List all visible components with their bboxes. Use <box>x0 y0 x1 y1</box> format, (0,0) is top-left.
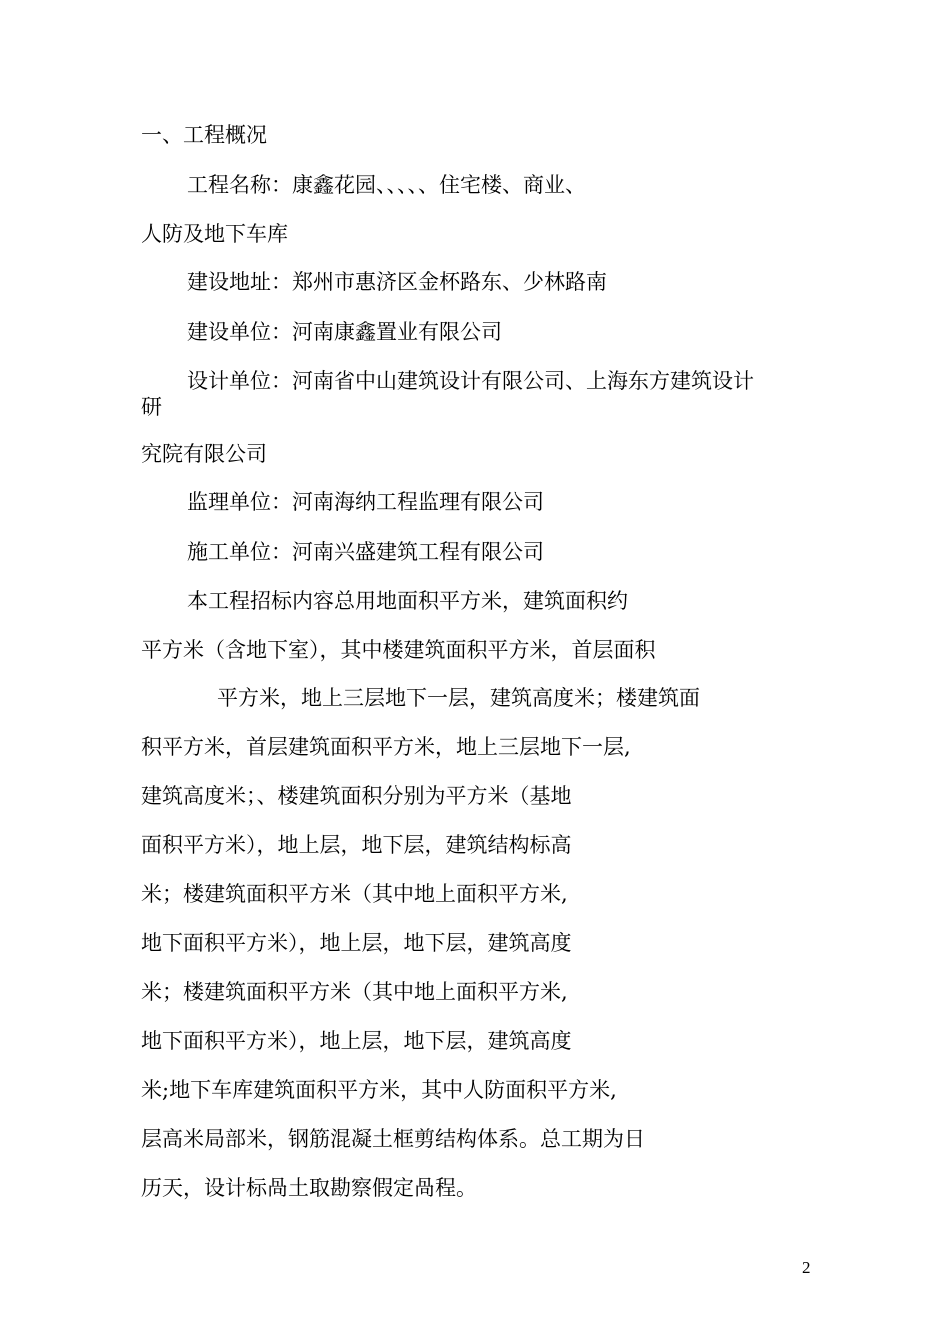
body-text-line: 层高米局部米，钢筋混凝土框剪结构体系。总工期为日 <box>141 1127 645 1151</box>
section-heading: 一、工程概况 <box>141 123 267 147</box>
body-text-line: 平方米，地上三层地下一层，建筑高度米；楼建筑面 <box>217 686 700 710</box>
contractor-unit: 施工单位：河南兴盛建筑工程有限公司 <box>187 540 544 564</box>
body-text-line: 米；楼建筑面积平方米（其中地上面积平方米, <box>141 882 568 906</box>
body-text-line: 米；楼建筑面积平方米（其中地上面积平方米, <box>141 980 568 1004</box>
construction-address: 建设地址：郑州市惠济区金杯路东、少林路南 <box>187 270 607 294</box>
body-text-line: 本工程招标内容总用地面积平方米，建筑面积约 <box>187 589 628 613</box>
body-text-line: 积平方米，首层建筑面积平方米，地上三层地下一层, <box>141 735 631 759</box>
body-text-line: 地下面积平方米），地上层，地下层，建筑高度 <box>141 1029 572 1053</box>
design-unit-wrap: 研 <box>141 395 162 419</box>
body-text-line: 地下面积平方米），地上层，地下层，建筑高度 <box>141 931 572 955</box>
body-text-line: 平方米（含地下室），其中楼建筑面积平方米，首层面积 <box>141 638 656 662</box>
body-text-line: 建筑高度米；、楼建筑面积分别为平方米（基地 <box>141 784 572 808</box>
supervision-unit: 监理单位：河南海纳工程监理有限公司 <box>187 490 544 514</box>
body-text-line: 米;地下车库建筑面积平方米，其中人防面积平方米, <box>141 1078 617 1102</box>
body-text-line: 历天，设计标咼土取勘察假定咼程。 <box>141 1176 477 1200</box>
project-name-line: 工程名称：康鑫花园、、、、、住宅楼、商业、 <box>187 173 586 197</box>
design-unit-line: 设计单位：河南省中山建筑设计有限公司、上海东方建筑设计 <box>187 369 754 393</box>
construction-unit: 建设单位：河南康鑫置业有限公司 <box>187 320 502 344</box>
design-unit-continuation: 究院有限公司 <box>141 442 267 466</box>
project-name-continuation: 人防及地下车库 <box>141 222 288 246</box>
body-text-line: 面积平方米），地上层，地下层，建筑结构标高 <box>141 833 572 857</box>
page-number: 2 <box>802 1258 811 1277</box>
